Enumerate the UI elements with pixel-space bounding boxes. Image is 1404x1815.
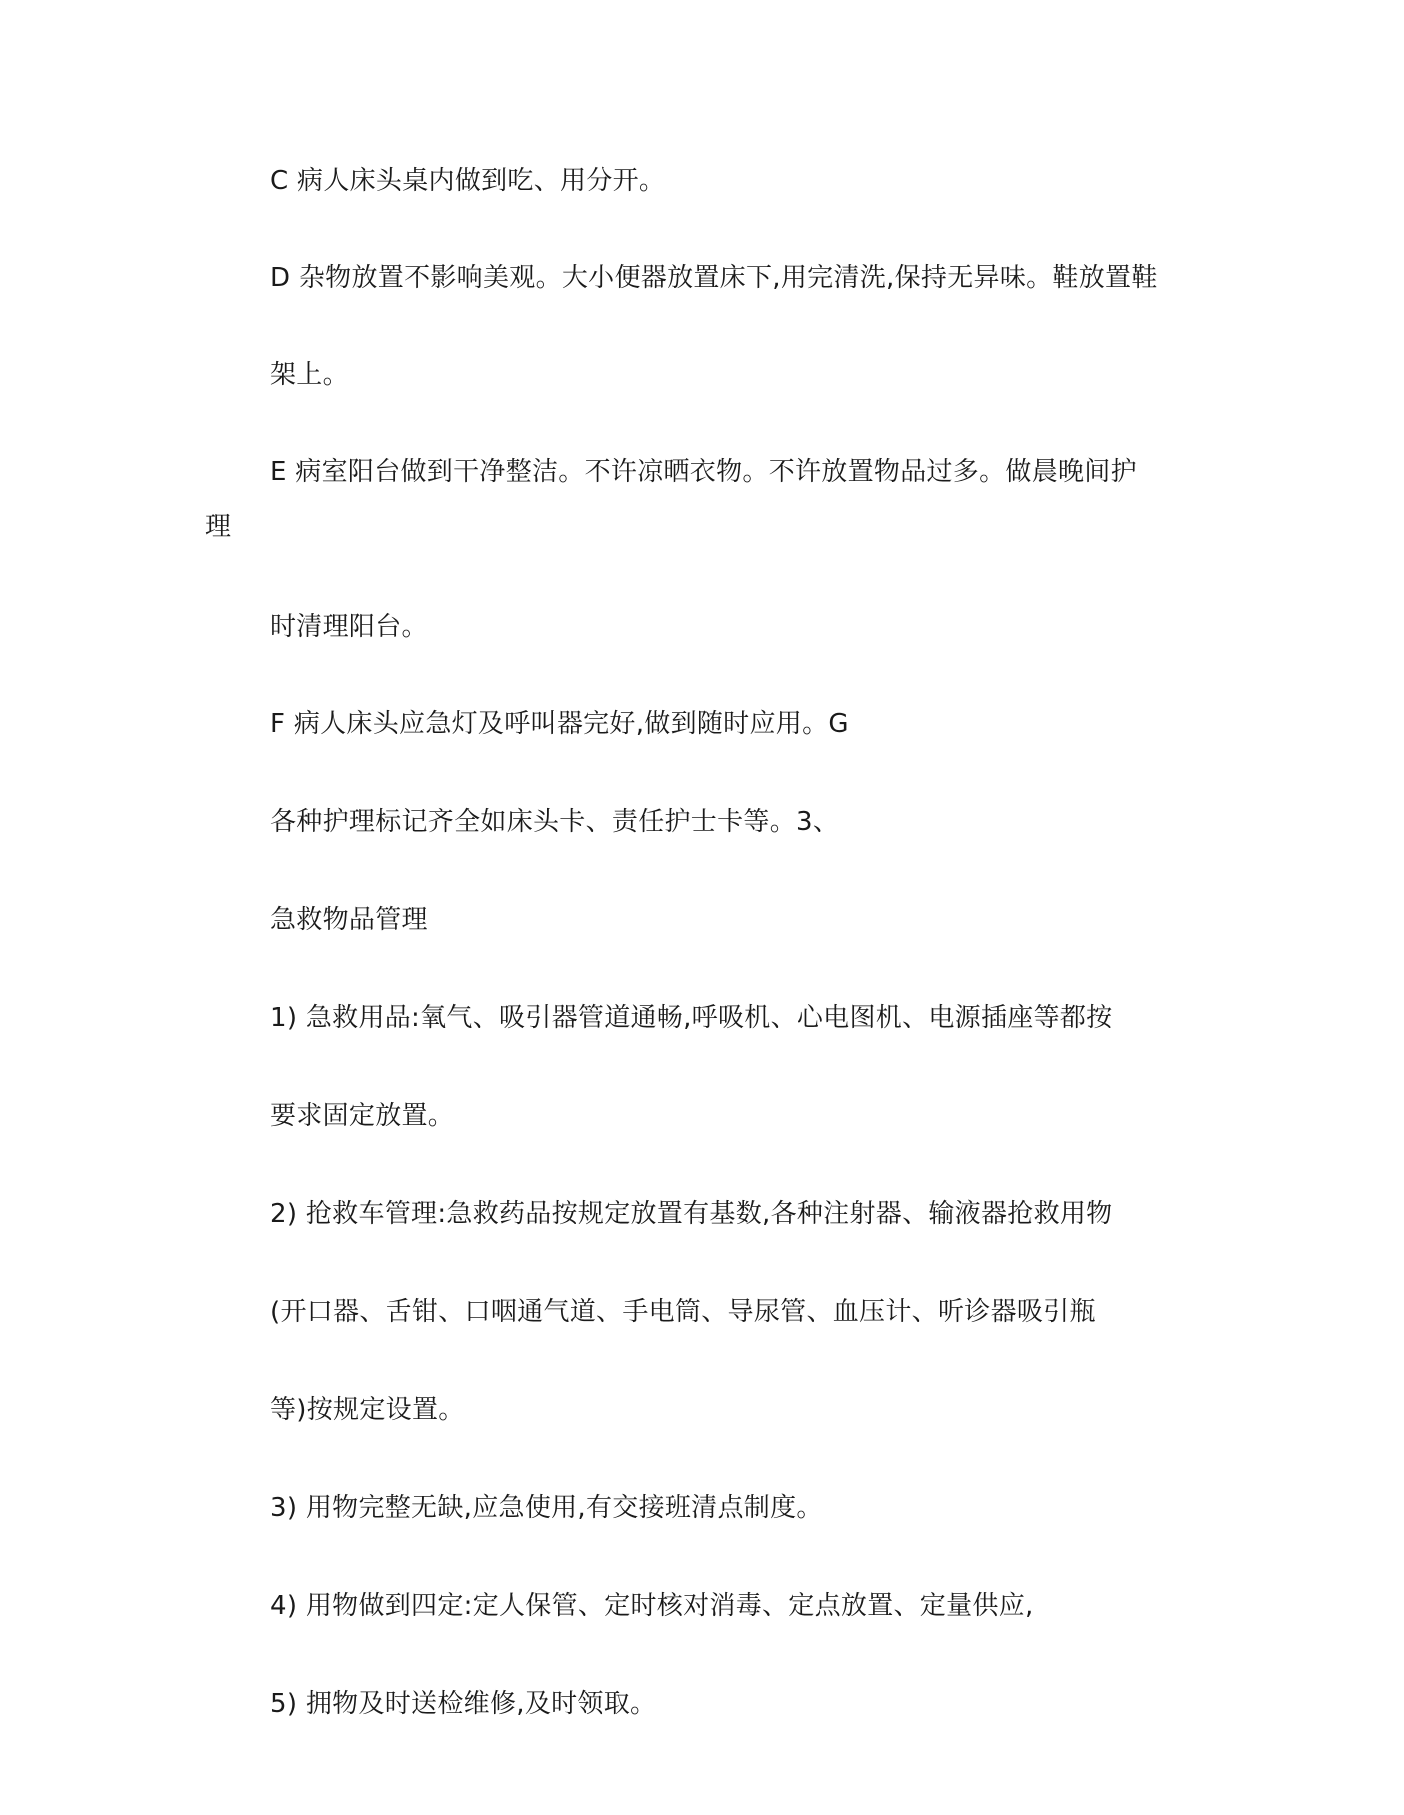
text-line-item-2-end: 等)按规定设置。	[270, 1395, 465, 1425]
text-line-e: E 病室阳台做到干净整洁。不许凉晒衣物。不许放置物品过多。做晨晚间护	[270, 457, 1137, 487]
text-line-item-2-cont: (开口器、舌钳、口咽通气道、手电筒、导尿管、血压计、听诊器吸引瓶	[270, 1297, 1096, 1327]
text-line-e-wrap: 理	[205, 512, 232, 542]
text-line-d-cont: 架上。	[270, 360, 349, 390]
text-line-item-2: 2) 抢救车管理:急救药品按规定放置有基数,各种注射器、输液器抢救用物	[270, 1199, 1113, 1229]
text-line-f: F 病人床头应急灯及呼叫器完好,做到随时应用。G	[270, 709, 849, 739]
text-line-g: 各种护理标记齐全如床头卡、责任护士卡等。3、	[270, 807, 840, 837]
text-line-c: C 病人床头桌内做到吃、用分开。	[270, 166, 666, 196]
text-line-item-4: 4) 用物做到四定:定人保管、定时核对消毒、定点放置、定量供应,	[270, 1591, 1034, 1621]
text-line-item-5: 5) 拥物及时送检维修,及时领取。	[270, 1689, 657, 1719]
text-line-d: D 杂物放置不影响美观。大小便器放置床下,用完清洗,保持无异味。鞋放置鞋	[270, 263, 1158, 293]
text-line-item-3: 3) 用物完整无缺,应急使用,有交接班清点制度。	[270, 1493, 823, 1523]
text-line-item-1-cont: 要求固定放置。	[270, 1101, 455, 1131]
section-heading-emergency-items: 急救物品管理	[270, 905, 428, 935]
text-line-item-1: 1) 急救用品:氧气、吸引器管道通畅,呼吸机、心电图机、电源插座等都按	[270, 1003, 1113, 1033]
text-line-e-cont: 时清理阳台。	[270, 612, 428, 642]
